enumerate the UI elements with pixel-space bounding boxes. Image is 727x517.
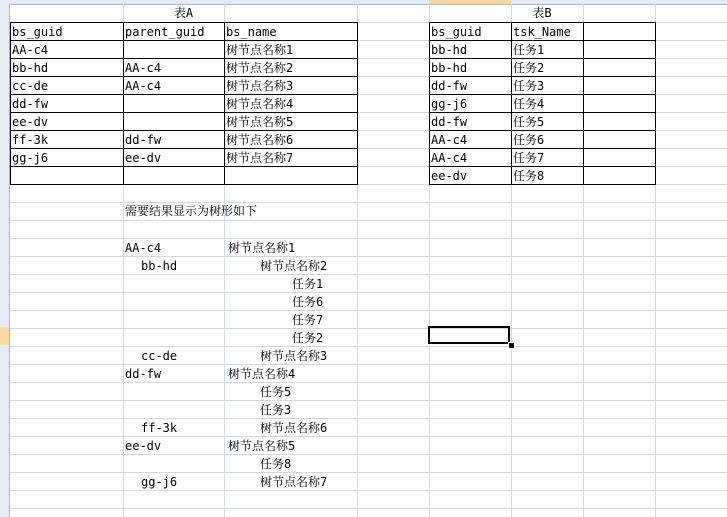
table-a-cell[interactable]: 树节点名称1 — [226, 43, 294, 57]
table-a-cell[interactable]: dd-fw — [125, 133, 162, 147]
fill-handle[interactable] — [508, 342, 515, 349]
table-a-border-h — [10, 76, 358, 77]
tree-task-name[interactable]: 任务8 — [260, 457, 292, 471]
tree-node-guid[interactable]: AA-c4 — [125, 241, 162, 255]
gridline-horizontal — [10, 400, 727, 401]
tree-task-name[interactable]: 任务3 — [260, 403, 292, 417]
table-b-cell[interactable]: 任务1 — [513, 43, 545, 57]
tree-node-name[interactable]: 树节点名称4 — [228, 367, 296, 381]
tree-node-guid[interactable]: gg-j6 — [141, 475, 178, 489]
table-b-cell[interactable]: 任务6 — [513, 133, 545, 147]
gridline-horizontal — [10, 256, 727, 257]
table-b-cell[interactable]: 任务2 — [513, 61, 545, 75]
tree-node-name[interactable]: 树节点名称1 — [228, 241, 296, 255]
table-b-cell[interactable]: bb-hd — [431, 43, 468, 57]
tree-task-name[interactable]: 任务7 — [292, 313, 324, 327]
table-b-title[interactable]: 表B — [532, 6, 552, 20]
table-a-border-h — [10, 148, 358, 149]
table-a-border-h — [10, 184, 358, 185]
tree-node-name[interactable]: 树节点名称7 — [260, 475, 328, 489]
gridline-horizontal — [10, 418, 727, 419]
tree-task-name[interactable]: 任务5 — [260, 385, 292, 399]
gridline-horizontal — [10, 310, 727, 311]
table-a-border-v — [10, 22, 11, 185]
table-a-cell[interactable]: 树节点名称5 — [226, 115, 294, 129]
table-a-cell[interactable]: ee-dv — [12, 115, 49, 129]
tree-node-name[interactable]: 树节点名称2 — [260, 259, 328, 273]
note-text[interactable]: 需要结果显示为树形如下 — [125, 204, 258, 218]
gridline-horizontal — [10, 220, 727, 221]
tree-node-guid[interactable]: ff-3k — [141, 421, 178, 435]
tree-node-guid[interactable]: cc-de — [141, 349, 178, 363]
table-a-cell[interactable]: 树节点名称2 — [226, 61, 294, 75]
table-b-cell[interactable]: 任务8 — [513, 169, 545, 183]
table-a-cell[interactable]: AA-c4 — [125, 79, 162, 93]
table-a-cell[interactable]: cc-de — [12, 79, 49, 93]
table-a-cell[interactable]: AA-c4 — [12, 43, 49, 57]
gridline-horizontal — [10, 508, 727, 509]
table-a-border-h — [10, 94, 358, 95]
tree-node-name[interactable]: 树节点名称3 — [260, 349, 328, 363]
selected-row-header[interactable] — [0, 327, 9, 345]
active-cell[interactable] — [428, 326, 510, 344]
table-a-border-h — [10, 166, 358, 167]
gridline-horizontal — [10, 472, 727, 473]
table-a-title[interactable]: 表A — [173, 6, 194, 20]
table-b-header-cell[interactable]: bs_guid — [431, 25, 482, 39]
gridline-horizontal — [10, 202, 727, 203]
table-a-cell[interactable]: dd-fw — [12, 97, 49, 111]
table-b-cell[interactable]: dd-fw — [431, 115, 468, 129]
table-b-cell[interactable]: dd-fw — [431, 79, 468, 93]
table-b-border-v — [429, 22, 430, 185]
gridline-horizontal — [10, 346, 727, 347]
table-a-border-h — [10, 130, 358, 131]
table-a-cell[interactable]: AA-c4 — [125, 61, 162, 75]
table-a-border-v — [224, 22, 225, 185]
row-header-strip[interactable] — [0, 4, 10, 517]
table-b-cell[interactable]: ee-dv — [431, 169, 468, 183]
gridline-horizontal — [10, 436, 727, 437]
table-b-cell[interactable]: AA-c4 — [431, 133, 468, 147]
table-b-cell[interactable]: 任务4 — [513, 97, 545, 111]
table-a-cell[interactable]: 树节点名称6 — [226, 133, 294, 147]
tree-task-name[interactable]: 任务2 — [292, 331, 324, 345]
table-a-cell[interactable]: bb-hd — [12, 61, 49, 75]
table-a-cell[interactable]: 树节点名称4 — [226, 97, 294, 111]
table-b-cell[interactable]: 任务5 — [513, 115, 545, 129]
table-a-header-cell[interactable]: bs_guid — [12, 25, 63, 39]
tree-node-name[interactable]: 树节点名称5 — [228, 439, 296, 453]
table-b-cell[interactable]: AA-c4 — [431, 151, 468, 165]
gridline-horizontal — [10, 292, 727, 293]
tree-node-guid[interactable]: bb-hd — [141, 259, 178, 273]
gridline-horizontal — [10, 274, 727, 275]
table-b-border-v — [583, 22, 584, 185]
gridline-horizontal — [10, 238, 727, 239]
table-b-cell[interactable]: 任务3 — [513, 79, 545, 93]
table-a-cell[interactable]: ee-dv — [125, 151, 162, 165]
table-a-header-cell[interactable]: bs_name — [226, 25, 277, 39]
table-a-border-h — [10, 58, 358, 59]
table-b-cell[interactable]: bb-hd — [431, 61, 468, 75]
gridline-horizontal — [10, 382, 727, 383]
table-a-cell[interactable]: gg-j6 — [12, 151, 49, 165]
table-a-cell[interactable]: 树节点名称3 — [226, 79, 294, 93]
table-a-border-h — [10, 112, 358, 113]
table-b-header-cell[interactable]: tsk_Name — [513, 25, 571, 39]
tree-node-name[interactable]: 树节点名称6 — [260, 421, 328, 435]
tree-task-name[interactable]: 任务1 — [292, 277, 324, 291]
tree-task-name[interactable]: 任务6 — [292, 295, 324, 309]
table-a-header-cell[interactable]: parent_guid — [125, 25, 205, 39]
gridline-horizontal — [10, 328, 727, 329]
table-b-cell[interactable]: gg-j6 — [431, 97, 468, 111]
gridline-horizontal — [10, 490, 727, 491]
table-b-border-v — [511, 22, 512, 185]
table-a-cell[interactable]: 树节点名称7 — [226, 151, 294, 165]
gridline-horizontal — [10, 454, 727, 455]
table-b-border-v — [655, 22, 656, 185]
table-a-border-v — [357, 22, 358, 185]
table-a-cell[interactable]: ff-3k — [12, 133, 49, 147]
table-a-border-v — [123, 22, 124, 185]
gridline-horizontal — [10, 364, 727, 365]
tree-node-guid[interactable]: dd-fw — [125, 367, 162, 381]
tree-node-guid[interactable]: ee-dv — [125, 439, 162, 453]
table-b-cell[interactable]: 任务7 — [513, 151, 545, 165]
